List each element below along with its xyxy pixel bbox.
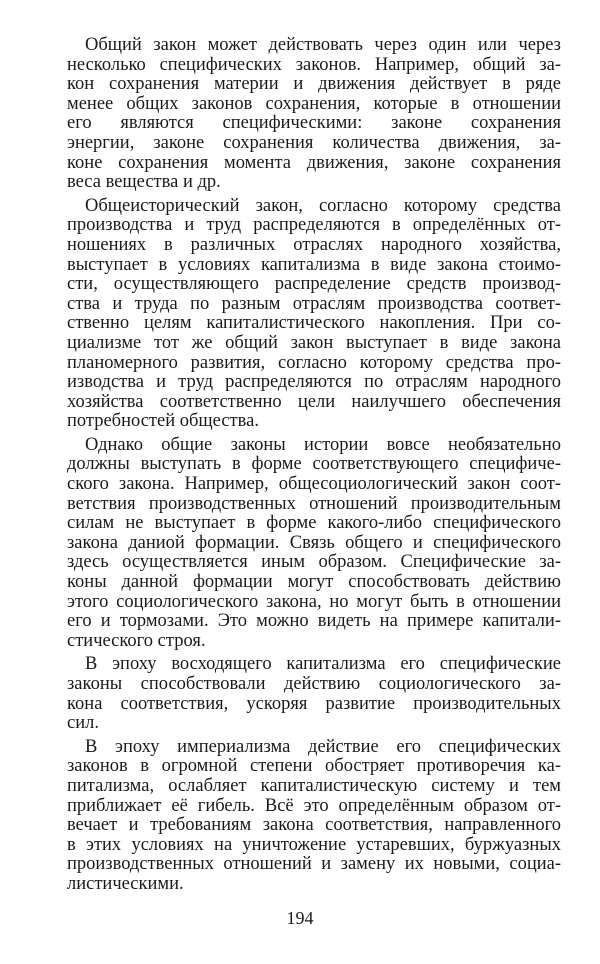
text-line: веса вещества и др. bbox=[67, 172, 221, 193]
text-line: его и тормозами. Это можно видеть на примере капитали- bbox=[67, 611, 561, 632]
text-line: планомерного развития, согласно которому средства про- bbox=[67, 352, 561, 373]
text-line: ского закона. Например, общесоциологический закон соот- bbox=[67, 474, 561, 495]
text-line: Общеисторический закон, согласно которому средства bbox=[85, 195, 561, 216]
text-line: сил. bbox=[67, 713, 99, 734]
text-line: производства и труд распределяются в определённых от- bbox=[67, 215, 561, 236]
text-line: приближает её гибель. Всё это определённым образом от- bbox=[67, 795, 561, 816]
text-line: Общий закон может действовать через один или через bbox=[85, 35, 561, 55]
text-line: листическими. bbox=[67, 873, 184, 894]
page-number: 194 bbox=[286, 908, 314, 928]
text-line: вечает и требованиям закона соответствия, направленного bbox=[67, 815, 561, 836]
text-line: ветствия производственных отношений производительным bbox=[67, 493, 561, 514]
paragraph-5 bbox=[67, 738, 561, 895]
text-line: кона соответствия, ускоряя развитие производительных bbox=[67, 693, 561, 714]
text-line: ства и труда по разным отраслям производства соответ- bbox=[67, 293, 561, 314]
text-line: коны данной формации могут способствовать действию bbox=[67, 572, 561, 593]
text-line: выступает в условиях капитализма в виде закона стоимо- bbox=[67, 254, 561, 275]
paragraph-4 bbox=[67, 655, 561, 733]
text-line: должны выступать в форме соответствующего специфиче- bbox=[67, 454, 561, 475]
text-line: силам не выступает в форме какого-либо специфического bbox=[67, 513, 561, 534]
text-line: изводства и труд распределяются по отраслям народного bbox=[67, 372, 561, 393]
text-line: питализма, ослабляет капиталистическую систему и тем bbox=[67, 775, 561, 796]
text-line: производственных отношений и замену их новыми, социа- bbox=[67, 854, 561, 875]
text-line: несколько специфических законов. Например, общий за- bbox=[67, 54, 561, 75]
text-line: стического строя. bbox=[67, 630, 206, 651]
text-line: коне сохранения момента движения, законе сохранения bbox=[67, 152, 561, 173]
text-line: циализме тот же общий закон выступает в виде закона bbox=[67, 332, 561, 353]
page-body bbox=[67, 36, 561, 899]
text-line: В эпоху империализма действие его специфических bbox=[85, 736, 561, 757]
text-line: в этих условиях на уничтожение устаревших, буржуазных bbox=[67, 834, 561, 855]
text-line: ношениях в различных отраслях народного хозяйства, bbox=[67, 234, 561, 255]
text-line: ственно целям капиталистического накопления. При со- bbox=[67, 313, 561, 334]
text-line: Однако общие законы истории вовсе необязательно bbox=[85, 434, 561, 455]
text-line: В эпоху восходящего капитализма его специфические bbox=[85, 654, 561, 675]
text-line: этого социологического закона, но могут быть в отношении bbox=[67, 591, 561, 612]
text-line: законы способствовали действию социологического за- bbox=[67, 674, 561, 694]
text-line: законов в огромной степени обостряет противоречия ка- bbox=[67, 756, 561, 777]
paragraph-2 bbox=[67, 197, 561, 432]
text-line: энергии, законе сохранения количества движения, за- bbox=[67, 132, 561, 153]
text-line: его являются специфическими: законе сохранения bbox=[67, 113, 561, 134]
text-line: менее общих законов сохранения, которые в отношении bbox=[67, 93, 561, 114]
text-line: кон сохранения материи и движения действует в ряде bbox=[67, 74, 561, 95]
text-line: сти, осуществляющего распределение средств производ- bbox=[67, 274, 561, 295]
paragraph-1 bbox=[67, 36, 561, 193]
paragraph-3 bbox=[67, 436, 561, 652]
text-line: здесь осуществляется иным образом. Специфические за- bbox=[67, 552, 561, 573]
text-line: закона даниой формации. Связь общего и специфического bbox=[67, 532, 561, 553]
text-line: хозяйства соответственно цели наилучшего обеспечения bbox=[67, 391, 561, 412]
text-line: потребностей общества. bbox=[67, 411, 259, 432]
